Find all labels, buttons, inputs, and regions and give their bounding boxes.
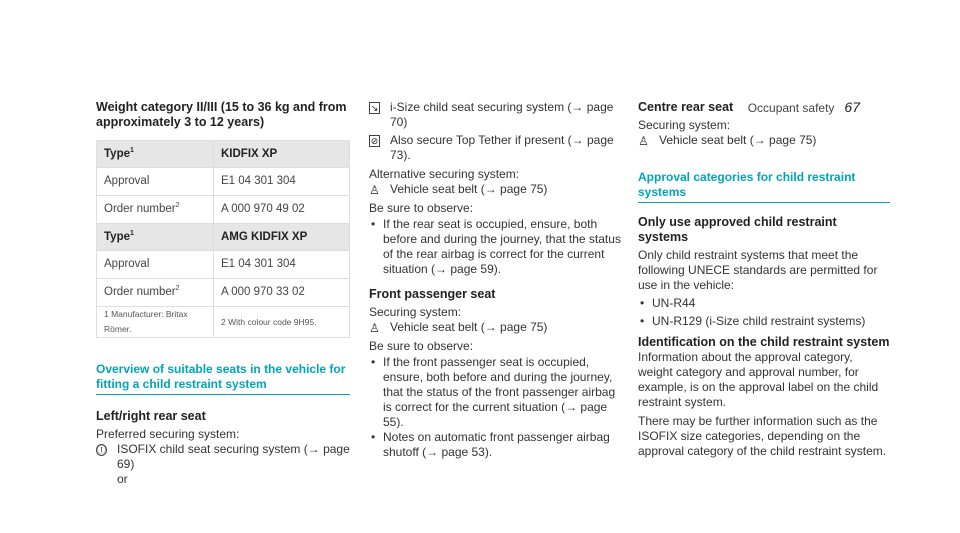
isofix-text: ISOFIX child seat securing system (→ page 69) (117, 442, 350, 471)
standards-list (638, 296, 890, 329)
approval-value: E1 04 301 304 (214, 251, 350, 279)
left-right-seat-heading: Left/right rear seat (96, 409, 206, 423)
belt-text: Vehicle seat belt (→ page 75) (659, 133, 817, 147)
alternative-label: Alternative securing system: (369, 167, 520, 181)
section-title: Occupant safety (747, 101, 835, 115)
table-row (97, 224, 350, 251)
table-row (97, 251, 350, 279)
top-tether-icon: ⊘ (370, 136, 379, 146)
list-item: • UN-R44 (638, 296, 890, 311)
further-info-text: There may be further information such as the ISOFIX size categories, depending on the approval category of the child restraint system. (638, 414, 887, 458)
list-item: • Notes on automatic front passenger airbag shutoff (→ page 53). (369, 430, 621, 460)
footnote-ref: 2 (175, 285, 180, 293)
seat-belt-icon: ♙ (369, 321, 380, 335)
identification-heading: Identification on the child restraint system (638, 335, 890, 349)
belt-text: Vehicle seat belt (→ page 75) (390, 320, 548, 334)
observe-label: Be sure to observe: (369, 201, 474, 215)
top-tether-row (369, 133, 621, 163)
table-row (97, 279, 350, 307)
type-label: Type (104, 230, 130, 243)
isize-text: i-Size child seat securing system (→ page 70) (390, 100, 614, 129)
approval-label: Approval (97, 168, 214, 196)
page-number: 67 (844, 99, 860, 115)
order-label: Order number (104, 203, 176, 215)
footnote-1: 1 Manufacturer: Britax Römer. (97, 307, 214, 338)
type-value: AMG KIDFIX XP (214, 224, 350, 251)
footnote-ref: 2 (175, 202, 180, 210)
order-value: A 000 970 49 02 (214, 196, 350, 224)
front-passenger-heading: Front passenger seat (369, 287, 496, 301)
column-right (638, 100, 890, 459)
centre-rear-heading: Centre rear seat (638, 100, 734, 114)
isize-row (369, 100, 621, 130)
table-row (97, 141, 350, 168)
footnote-ref: 1 (130, 146, 134, 154)
approval-value: E1 04 301 304 (214, 168, 350, 196)
belt-row (369, 320, 621, 335)
approved-systems-text: Only child restraint systems that meet the following UNECE standards are permitted for use in the vehicle: (638, 248, 878, 292)
list-item: • UN-R129 (i-Size child restraint systems) (638, 314, 890, 329)
observe-label: Be sure to observe: (369, 339, 474, 353)
order-value: A 000 970 33 02 (214, 279, 350, 307)
list-item: • If the front passenger seat is occupied, ensure, both before and during the journey, that the status of the front passenger airbag is correct for the current situation (→ page 55). (369, 355, 621, 430)
securing-label: Securing system: (638, 118, 731, 132)
type-value: KIDFIX XP (214, 141, 350, 168)
footnote-ref: 1 (130, 229, 134, 237)
isofix-icon: Ⓘ (97, 445, 107, 455)
rear-seat-notes (369, 217, 621, 277)
top-tether-text: Also secure Top Tether if present (→ page 73). (390, 133, 614, 162)
isize-icon: ↘ (370, 103, 379, 113)
or-text: or (117, 472, 128, 486)
table-row (97, 168, 350, 196)
kidfix-xp-table (96, 140, 350, 338)
weight-category-heading: Weight category II/III (15 to 36 kg and from approximately 3 to 12 years) (96, 100, 347, 129)
seat-belt-icon: ♙ (369, 183, 380, 197)
securing-label: Securing system: (369, 305, 462, 319)
type-label: Type (104, 147, 130, 160)
approval-categories-heading: Approval categories for child restraint systems (638, 170, 890, 203)
table-row (97, 196, 350, 224)
list-item: • If the rear seat is occupied, ensure, both before and during the journey, that the status of the rear airbag is correct for the current situation (→ page 59). (369, 217, 621, 277)
order-label: Order number (104, 286, 176, 298)
belt-row (369, 182, 621, 197)
approved-systems-heading: Only use approved child restraint systems (638, 215, 837, 244)
belt-text: Vehicle seat belt (→ page 75) (390, 182, 548, 196)
front-seat-notes (369, 355, 621, 460)
column-middle (369, 100, 621, 460)
identification-text: Information about the approval category, weight category and approval number, for example, is on the approval label on the child restraint system. (638, 350, 879, 409)
isofix-row (96, 442, 350, 472)
seat-belt-icon: ♙ (638, 134, 649, 148)
footnote-2: 2 With colour code 9H95. (214, 307, 350, 338)
overview-heading: Overview of suitable seats in the vehicle for fitting a child restraint system (96, 362, 350, 395)
table-row (97, 307, 350, 338)
belt-row (638, 133, 890, 148)
column-left (96, 100, 350, 487)
preferred-label: Preferred securing system: (96, 427, 240, 441)
approval-label: Approval (97, 251, 214, 279)
